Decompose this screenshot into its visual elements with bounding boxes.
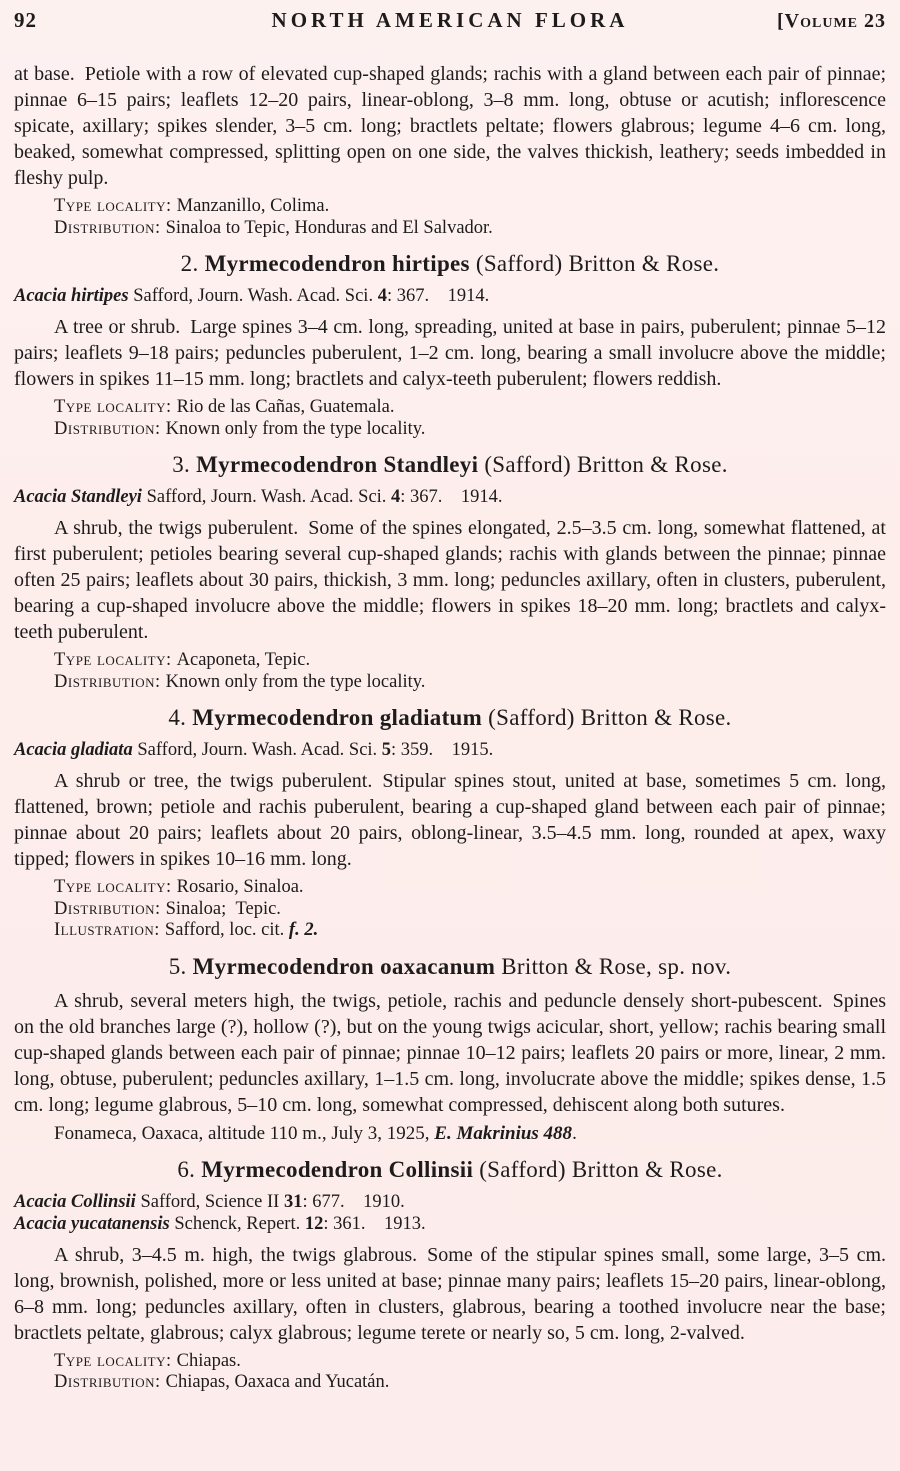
- synonyms-block: [14, 739, 886, 761]
- species-heading: [14, 450, 886, 480]
- synonym-name: Acacia Standleyi: [14, 487, 142, 507]
- note-line: [54, 1372, 886, 1394]
- synonym-line: [14, 1191, 886, 1213]
- note-line: [54, 899, 886, 921]
- note-label: Type locality:: [54, 650, 172, 670]
- synonym-volume: 4: [391, 487, 401, 507]
- collection-specimen: E. Makrinius 488: [434, 1122, 573, 1144]
- species-heading: [14, 952, 886, 982]
- species-entry: [14, 450, 886, 693]
- synonym-citation-rest: : 361. 1913.: [323, 1213, 426, 1234]
- note-value: Chiapas, Oaxaca and Yucatán.: [165, 1372, 390, 1392]
- note-label: Distribution:: [54, 671, 161, 692]
- synonym-citation: Safford, Journ. Wash. Acad. Sci.: [133, 286, 374, 306]
- collection-text-end: .: [572, 1122, 577, 1144]
- species-heading: [14, 1155, 886, 1185]
- note-value-italic: f. 2.: [288, 920, 319, 940]
- species-number: 4.: [168, 705, 187, 730]
- notes-block: [54, 877, 886, 942]
- species-number: 3.: [172, 452, 191, 477]
- note-value: Known only from the type locality.: [165, 671, 426, 692]
- note-value: Safford, loc. cit.: [164, 920, 289, 940]
- species-authority: (Safford) Britton & Rose.: [488, 705, 732, 730]
- species-entry: [14, 952, 886, 1145]
- species-name: Myrmecodendron Standleyi: [196, 452, 479, 477]
- synonym-name: Acacia gladiata: [14, 740, 133, 760]
- species-authority: (Safford) Britton & Rose.: [484, 452, 728, 477]
- synonym-name: Acacia Collinsii: [14, 1191, 136, 1212]
- notes-block: [54, 196, 886, 239]
- species-name: Myrmecodendron gladiatum: [192, 705, 483, 730]
- species-heading: [14, 249, 886, 279]
- note-line: [54, 397, 886, 419]
- species-entry: [14, 249, 886, 440]
- synonym-citation: Safford, Journ. Wash. Acad. Sci.: [137, 740, 378, 760]
- note-value: Manzanillo, Colima.: [176, 196, 330, 216]
- synonym-volume: 31: [283, 1191, 303, 1212]
- species-name: Myrmecodendron hirtipes: [204, 251, 470, 276]
- note-line: [54, 650, 886, 672]
- species-number: 5.: [168, 953, 187, 979]
- species-authority: Britton & Rose, sp. nov.: [501, 953, 732, 979]
- synonyms-block: [14, 1191, 886, 1235]
- note-line: [54, 218, 886, 240]
- collection-text: Fonameca, Oaxaca, altitude 110 m., July 3, 1925,: [54, 1122, 430, 1144]
- synonym-citation-rest: : 359. 1915.: [391, 740, 494, 760]
- species-name: Myrmecodendron oaxacanum: [192, 953, 496, 979]
- note-line: [54, 1351, 886, 1373]
- synonym-name: Acacia yucatanensis: [14, 1213, 170, 1234]
- note-value: Sinaloa to Tepic, Honduras and El Salvador.: [165, 217, 493, 238]
- synonym-line: [14, 285, 886, 307]
- species-description: A shrub, the twigs puberulent. Some of the spines elongated, 2.5–3.5 cm. long, somewhat flattened, at first puberulent; petioles bearing several cup-shaped glands; rachis with glands between the pinnae; pinnae often 25 pairs; leaflets about 30 pairs, thickish, 3 mm. long; peduncles axillary, often in clusters, puberulent, bearing a cup-shaped involucre above the middle; flowers in spikes 18–20 mm. long; bractlets and calyx-teeth puberulent.: [14, 517, 886, 643]
- synonym-line: [14, 486, 886, 508]
- species-description: A tree or shrub. Large spines 3–4 cm. long, spreading, united at base in pairs, puberulent; pinnae 5–12 pairs; leaflets 9–18 pairs; peduncles puberulent, 1–2 cm. long, bearing a small involucre above the middle; flowers in spikes 11–15 mm. long; bractlets and calyx-teeth puberulent; flowers reddish.: [14, 316, 886, 390]
- synonym-citation: Safford, Journ. Wash. Acad. Sci.: [146, 487, 387, 507]
- note-value: Acaponeta, Tepic.: [176, 650, 311, 670]
- synonym-citation-rest: : 367. 1914.: [386, 286, 490, 306]
- notes-block: [54, 397, 886, 440]
- synonym-volume: 4: [377, 286, 387, 306]
- species-authority: (Safford) Britton & Rose.: [479, 1156, 723, 1182]
- volume-label: [Volume 23: [777, 10, 886, 32]
- synonym-citation-rest: : 367. 1914.: [400, 487, 503, 507]
- note-label: Type locality:: [54, 1350, 172, 1371]
- note-label: Type locality:: [54, 397, 172, 417]
- journal-title: NORTH AMERICAN FLORA: [271, 8, 629, 32]
- notes-block: [54, 1351, 886, 1394]
- note-label: Distribution:: [54, 418, 161, 439]
- species-entry: [14, 703, 886, 942]
- continuation-paragraph: at base. Petiole with a row of elevated cup-shaped glands; rachis with a gland between each pair of pinnae; pinnae 6–15 pairs; leaflets 12–20 pairs, linear-oblong, 3–8 mm. long, obtuse or acutish; inflorescence spicate, axillary; spikes slender, 3–5 cm. long; bractlets peltate; flowers glabrous; legume 4–6 cm. long, beaked, somewhat compressed, splitting open on one side, the valves thickish, leathery; seeds imbedded in fleshy pulp.: [14, 63, 886, 189]
- synonym-volume: 12: [304, 1213, 324, 1234]
- species-entry: [14, 1155, 886, 1394]
- notes-block: [54, 650, 886, 693]
- synonym-volume: 5: [381, 740, 392, 760]
- note-line: [54, 419, 886, 441]
- note-label: Distribution:: [54, 898, 161, 919]
- note-label: Type locality:: [54, 877, 172, 897]
- species-number: 2.: [180, 251, 199, 276]
- note-line: [54, 196, 886, 218]
- species-authority: (Safford) Britton & Rose.: [475, 251, 720, 276]
- species-description: A shrub or tree, the twigs puberulent. Stipular spines stout, united at base, sometimes 5 cm. long, flattened, brown; petiole and rachis puberulent, bearing a cup-shaped gland between each pair of pinnae; pinnae about 20 pairs; leaflets about 20 pairs, oblong-linear, 3.5–4.5 mm. long, rounded at apex, waxy tipped; flowers in spikes 10–16 mm. long.: [14, 770, 886, 870]
- note-value: Chiapas.: [176, 1350, 241, 1371]
- synonyms-block: [14, 285, 886, 307]
- synonym-line: [14, 1213, 886, 1235]
- synonym-citation: Schenck, Repert.: [174, 1213, 301, 1234]
- note-label: Distribution:: [54, 217, 161, 238]
- species-description: A shrub, several meters high, the twigs, petiole, rachis and peduncle densely short-pubescent. Spines on the old branches large (?), hollow (?), but on the young twigs acicular, short, yellow; rachis bearing small cup-shaped glands between each pair of pinnae; pinnae 10–12 pairs; leaflets 20 pairs or more, linear, 2 mm. long, obtuse, puberulent; peduncles axillary, 1–1.5 cm. long, involucrate above the middle; spikes dense, 1.5 cm. long; legume glabrous, 5–10 cm. long, somewhat compressed, dehiscent along both sutures.: [14, 989, 886, 1116]
- running-head: [14, 8, 886, 33]
- note-line: [54, 877, 886, 899]
- page-number: 92: [14, 8, 37, 32]
- synonym-line: [14, 739, 886, 761]
- note-line: [54, 672, 886, 694]
- collection-line: [14, 1123, 886, 1145]
- note-value: Rio de las Cañas, Guatemala.: [176, 397, 395, 417]
- species-name: Myrmecodendron Collinsii: [201, 1156, 474, 1182]
- note-label: Illustration:: [54, 920, 160, 940]
- synonym-name: Acacia hirtipes: [14, 286, 129, 306]
- synonym-citation-rest: : 677. 1910.: [302, 1191, 405, 1212]
- note-value: Rosario, Sinaloa.: [176, 877, 304, 897]
- species-number: 6.: [177, 1156, 196, 1182]
- note-value: Known only from the type locality.: [165, 418, 426, 439]
- note-label: Distribution:: [54, 1372, 161, 1392]
- species-description: A shrub, 3–4.5 m. high, the twigs glabrous. Some of the stipular spines small, some large, 3–5 cm. long, brownish, polished, more or less united at base; pinnae many pairs; leaflets 15–20 pairs, linear-oblong, 6–8 mm. long; peduncles axillary, often in clusters, glabrous, bearing a toothed involucre near the base; bractlets peltate, glabrous; calyx glabrous; legume terete or nearly so, 5 cm. long, 2-valved.: [14, 1243, 886, 1344]
- note-label: Type locality:: [54, 196, 172, 216]
- synonyms-block: [14, 486, 886, 508]
- note-value: Sinaloa; Tepic.: [165, 898, 281, 919]
- synonym-citation: Safford, Science II: [140, 1191, 280, 1212]
- note-line: [54, 920, 886, 942]
- species-heading: [14, 703, 886, 733]
